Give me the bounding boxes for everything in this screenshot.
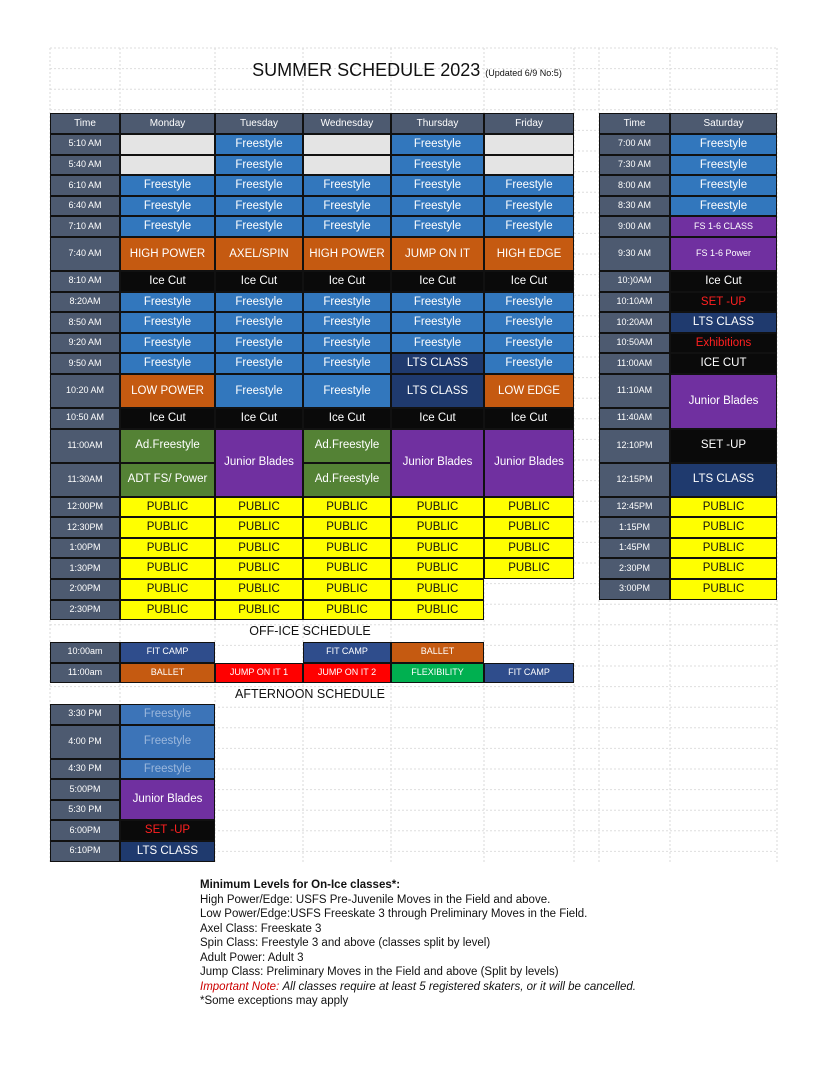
- class-cell-ad-freestyle: Ad.Freestyle: [303, 429, 391, 463]
- saturday-time-cell: 10:10AM: [599, 292, 670, 313]
- class-cell-ice-cut: Ice Cut: [391, 271, 484, 292]
- afternoon-time-cell: 5:30 PM: [50, 800, 120, 821]
- class-cell-freestyle: Freestyle: [215, 155, 303, 176]
- saturday-class-public: PUBLIC: [670, 558, 777, 579]
- class-cell-freestyle: Freestyle: [120, 292, 215, 313]
- class-cell-lts-class: LTS CLASS: [391, 353, 484, 374]
- class-cell-public: PUBLIC: [120, 579, 215, 600]
- saturday-time-cell: 12:45PM: [599, 497, 670, 518]
- saturday-header-time: Time: [599, 113, 670, 134]
- class-cell-freestyle: Freestyle: [484, 292, 574, 313]
- class-cell-jump-on-it: JUMP ON IT: [391, 237, 484, 271]
- time-cell: 1:00PM: [50, 538, 120, 559]
- class-cell-public: PUBLIC: [391, 579, 484, 600]
- saturday-time-cell: 11:00AM: [599, 353, 670, 374]
- class-cell-freestyle: Freestyle: [484, 196, 574, 217]
- class-cell-public: PUBLIC: [120, 517, 215, 538]
- afternoon-class-set-up: SET -UP: [120, 820, 215, 841]
- class-cell-ice-cut: Ice Cut: [303, 271, 391, 292]
- notes-line: Axel Class: Freeskate 3: [200, 922, 322, 935]
- notes-heading: Minimum Levels for On-Ice classes*:: [200, 879, 401, 891]
- class-cell-freestyle: Freestyle: [484, 312, 574, 333]
- class-cell-public: PUBLIC: [215, 517, 303, 538]
- class-cell-empty: [303, 155, 391, 176]
- class-cell-freestyle: Freestyle: [391, 196, 484, 217]
- saturday-time-cell: 9:00 AM: [599, 216, 670, 237]
- saturday-class-freestyle: Freestyle: [670, 196, 777, 217]
- off-ice-class-fit-camp: FIT CAMP: [303, 642, 391, 663]
- time-cell: 7:10 AM: [50, 216, 120, 237]
- saturday-class-lts-class: LTS CLASS: [670, 312, 777, 333]
- saturday-time-cell: 12:10PM: [599, 429, 670, 463]
- class-cell-freestyle: Freestyle: [215, 374, 303, 408]
- saturday-class-freestyle: Freestyle: [670, 134, 777, 155]
- saturday-time-cell: 12:15PM: [599, 463, 670, 497]
- saturday-header-saturday: Saturday: [670, 113, 777, 134]
- class-cell-empty: [484, 134, 574, 155]
- class-cell-public: PUBLIC: [484, 538, 574, 559]
- time-cell: 12:30PM: [50, 517, 120, 538]
- afternoon-class-freestyle: Freestyle: [120, 725, 215, 759]
- saturday-class-public: PUBLIC: [670, 517, 777, 538]
- class-cell-public: PUBLIC: [120, 558, 215, 579]
- class-cell-junior-blades: Junior Blades: [391, 429, 484, 497]
- class-cell-freestyle: Freestyle: [303, 175, 391, 196]
- class-cell-freestyle: Freestyle: [215, 216, 303, 237]
- class-cell-freestyle: Freestyle: [484, 175, 574, 196]
- class-cell-high-power: HIGH POWER: [120, 237, 215, 271]
- afternoon-class-freestyle: Freestyle: [120, 704, 215, 725]
- class-cell-empty: [120, 134, 215, 155]
- weekday-header-thursday: Thursday: [391, 113, 484, 134]
- class-cell-junior-blades: Junior Blades: [215, 429, 303, 497]
- saturday-time-cell: 7:00 AM: [599, 134, 670, 155]
- exceptions-note: *Some exceptions may apply: [200, 995, 349, 1007]
- class-cell-ice-cut: Ice Cut: [120, 271, 215, 292]
- class-cell-freestyle: Freestyle: [215, 312, 303, 333]
- class-cell-public: PUBLIC: [215, 558, 303, 579]
- class-cell-freestyle: Freestyle: [215, 196, 303, 217]
- class-cell-freestyle: Freestyle: [215, 292, 303, 313]
- off-ice-class-fit-camp: FIT CAMP: [120, 642, 215, 663]
- class-cell-freestyle: Freestyle: [391, 292, 484, 313]
- time-cell: 6:40 AM: [50, 196, 120, 217]
- class-cell-freestyle: Freestyle: [120, 333, 215, 354]
- time-cell: 10:20 AM: [50, 374, 120, 408]
- saturday-class-junior-blades: Junior Blades: [670, 374, 777, 429]
- saturday-class-public: PUBLIC: [670, 579, 777, 600]
- class-cell-low-edge: LOW EDGE: [484, 374, 574, 408]
- class-cell-public: PUBLIC: [391, 538, 484, 559]
- class-cell-freestyle: Freestyle: [215, 134, 303, 155]
- class-cell-freestyle: Freestyle: [120, 216, 215, 237]
- saturday-time-cell: 11:10AM: [599, 374, 670, 408]
- saturday-time-cell: 10:50AM: [599, 333, 670, 354]
- class-cell-freestyle: Freestyle: [391, 216, 484, 237]
- saturday-class-public: PUBLIC: [670, 538, 777, 559]
- class-cell-public: PUBLIC: [303, 538, 391, 559]
- class-cell-empty: [484, 155, 574, 176]
- notes-line: Jump Class: Preliminary Moves in the Field and above (Split by levels): [200, 966, 559, 978]
- class-cell-public: PUBLIC: [303, 517, 391, 538]
- page-title: [0, 60, 814, 81]
- saturday-class-fs-1-6-power: FS 1-6 Power: [670, 237, 777, 271]
- afternoon-time-cell: 6:00PM: [50, 820, 120, 841]
- class-cell-freestyle: Freestyle: [391, 155, 484, 176]
- saturday-time-cell: 9:30 AM: [599, 237, 670, 271]
- important-note: [200, 980, 720, 995]
- important-label: Important Note:: [200, 980, 280, 993]
- notes-line: Adult Power: Adult 3: [200, 951, 304, 964]
- off-ice-class-flexibility: FLEXIBILITY: [391, 663, 484, 684]
- class-cell-freestyle: Freestyle: [303, 353, 391, 374]
- class-cell-freestyle: Freestyle: [120, 312, 215, 333]
- time-cell: 12:00PM: [50, 497, 120, 518]
- class-cell-public: PUBLIC: [215, 579, 303, 600]
- class-cell-freestyle: Freestyle: [215, 333, 303, 354]
- class-cell-freestyle: Freestyle: [391, 134, 484, 155]
- class-cell-freestyle: Freestyle: [484, 353, 574, 374]
- class-cell-freestyle: Freestyle: [215, 175, 303, 196]
- time-cell: 5:40 AM: [50, 155, 120, 176]
- notes-section: [200, 878, 720, 1009]
- class-cell-freestyle: Freestyle: [391, 312, 484, 333]
- time-cell: 6:10 AM: [50, 175, 120, 196]
- time-cell: 7:40 AM: [50, 237, 120, 271]
- saturday-time-cell: 2:30PM: [599, 558, 670, 579]
- class-cell-public: PUBLIC: [391, 497, 484, 518]
- notes-line: High Power/Edge: USFS Pre-Juvenile Moves in the Field and above.: [200, 893, 551, 906]
- afternoon-time-cell: 6:10PM: [50, 841, 120, 862]
- class-cell-public: PUBLIC: [303, 558, 391, 579]
- notes-line: Low Power/Edge:USFS Freeskate 3 through Preliminary Moves in the Field.: [200, 908, 588, 920]
- class-cell-public: PUBLIC: [391, 558, 484, 579]
- class-cell-freestyle: Freestyle: [120, 353, 215, 374]
- time-cell: 1:30PM: [50, 558, 120, 579]
- saturday-time-cell: 8:00 AM: [599, 175, 670, 196]
- afternoon-title: AFTERNOON SCHEDULE: [234, 687, 386, 701]
- saturday-time-cell: 1:45PM: [599, 538, 670, 559]
- class-cell-high-power: HIGH POWER: [303, 237, 391, 271]
- notes-line: Spin Class: Freestyle 3 and above (classes split by level): [200, 937, 491, 949]
- class-cell-public: PUBLIC: [391, 600, 484, 621]
- class-cell-public: PUBLIC: [484, 517, 574, 538]
- class-cell-freestyle: Freestyle: [391, 333, 484, 354]
- class-cell-public: PUBLIC: [303, 579, 391, 600]
- class-cell-junior-blades: Junior Blades: [484, 429, 574, 497]
- saturday-time-cell: 7:30 AM: [599, 155, 670, 176]
- time-cell: 5:10 AM: [50, 134, 120, 155]
- class-cell-freestyle: Freestyle: [484, 216, 574, 237]
- saturday-class-public: PUBLIC: [670, 497, 777, 518]
- class-cell-freestyle: Freestyle: [391, 175, 484, 196]
- class-cell-freestyle: Freestyle: [303, 292, 391, 313]
- off-ice-time-cell: 11:00am: [50, 663, 120, 684]
- class-cell-empty: [120, 155, 215, 176]
- saturday-time-cell: 8:30 AM: [599, 196, 670, 217]
- saturday-class-ice-cut: ICE CUT: [670, 353, 777, 374]
- class-cell-public: PUBLIC: [215, 497, 303, 518]
- saturday-class-ice-cut: Ice Cut: [670, 271, 777, 292]
- class-cell-ice-cut: Ice Cut: [484, 271, 574, 292]
- off-ice-class-fit-camp: FIT CAMP: [484, 663, 574, 684]
- time-cell: 8:20AM: [50, 292, 120, 313]
- afternoon-time-cell: 4:00 PM: [50, 725, 120, 759]
- weekday-header-tuesday: Tuesday: [215, 113, 303, 134]
- afternoon-class-freestyle: Freestyle: [120, 759, 215, 780]
- schedule-update-note: (Updated 6/9 No:5): [485, 68, 562, 78]
- time-cell: 11:00AM: [50, 429, 120, 463]
- class-cell-public: PUBLIC: [120, 497, 215, 518]
- class-cell-freestyle: Freestyle: [120, 196, 215, 217]
- class-cell-freestyle: Freestyle: [303, 374, 391, 408]
- class-cell-public: PUBLIC: [303, 600, 391, 621]
- saturday-time-cell: 10:)0AM: [599, 271, 670, 292]
- class-cell-axel-spin: AXEL/SPIN: [215, 237, 303, 271]
- class-cell-high-edge: HIGH EDGE: [484, 237, 574, 271]
- time-cell: 8:50 AM: [50, 312, 120, 333]
- time-cell: 9:20 AM: [50, 333, 120, 354]
- class-cell-low-power: LOW POWER: [120, 374, 215, 408]
- saturday-time-cell: 11:40AM: [599, 408, 670, 429]
- schedule-title: SUMMER SCHEDULE 2023: [252, 60, 481, 80]
- saturday-class-set-up: SET -UP: [670, 429, 777, 463]
- off-ice-title: OFF-ICE SCHEDULE: [249, 624, 371, 638]
- class-cell-ice-cut: Ice Cut: [303, 408, 391, 429]
- off-ice-class-ballet: BALLET: [391, 642, 484, 663]
- class-cell-adt-fs-power: ADT FS/ Power: [120, 463, 215, 497]
- class-cell-public: PUBLIC: [215, 600, 303, 621]
- class-cell-freestyle: Freestyle: [303, 333, 391, 354]
- afternoon-class-junior-blades: Junior Blades: [120, 779, 215, 820]
- saturday-class-lts-class: LTS CLASS: [670, 463, 777, 497]
- off-ice-class-jump-on-it-2: JUMP ON IT 2: [303, 663, 391, 684]
- weekday-header-time: Time: [50, 113, 120, 134]
- class-cell-freestyle: Freestyle: [484, 333, 574, 354]
- class-cell-ad-freestyle: Ad.Freestyle: [303, 463, 391, 497]
- off-ice-class-jump-on-it-1: JUMP ON IT 1: [215, 663, 303, 684]
- class-cell-freestyle: Freestyle: [120, 175, 215, 196]
- class-cell-ice-cut: Ice Cut: [215, 271, 303, 292]
- afternoon-time-cell: 5:00PM: [50, 779, 120, 800]
- class-cell-ice-cut: Ice Cut: [484, 408, 574, 429]
- saturday-time-cell: 1:15PM: [599, 517, 670, 538]
- class-cell-public: PUBLIC: [391, 517, 484, 538]
- weekday-header-friday: Friday: [484, 113, 574, 134]
- saturday-time-cell: 3:00PM: [599, 579, 670, 600]
- time-cell: 8:10 AM: [50, 271, 120, 292]
- afternoon-class-lts-class: LTS CLASS: [120, 841, 215, 862]
- saturday-time-cell: 10:20AM: [599, 312, 670, 333]
- time-cell: 9:50 AM: [50, 353, 120, 374]
- saturday-class-fs-1-6-class: FS 1-6 CLASS: [670, 216, 777, 237]
- class-cell-freestyle: Freestyle: [303, 216, 391, 237]
- saturday-class-freestyle: Freestyle: [670, 175, 777, 196]
- class-cell-public: PUBLIC: [120, 538, 215, 559]
- saturday-class-set-up: SET -UP: [670, 292, 777, 313]
- class-cell-public: PUBLIC: [215, 538, 303, 559]
- off-ice-class-ballet: BALLET: [120, 663, 215, 684]
- important-text: All classes require at least 5 registered skaters, or it will be cancelled.: [282, 980, 636, 993]
- class-cell-freestyle: Freestyle: [303, 196, 391, 217]
- weekday-header-monday: Monday: [120, 113, 215, 134]
- off-ice-time-cell: 10:00am: [50, 642, 120, 663]
- class-cell-freestyle: Freestyle: [303, 312, 391, 333]
- time-cell: 10:50 AM: [50, 408, 120, 429]
- class-cell-lts-class: LTS CLASS: [391, 374, 484, 408]
- class-cell-public: PUBLIC: [484, 558, 574, 579]
- class-cell-ice-cut: Ice Cut: [391, 408, 484, 429]
- class-cell-freestyle: Freestyle: [215, 353, 303, 374]
- afternoon-time-cell: 4:30 PM: [50, 759, 120, 780]
- class-cell-public: PUBLIC: [484, 497, 574, 518]
- time-cell: 2:00PM: [50, 579, 120, 600]
- class-cell-empty: [303, 134, 391, 155]
- time-cell: 2:30PM: [50, 600, 120, 621]
- weekday-header-wednesday: Wednesday: [303, 113, 391, 134]
- saturday-class-freestyle: Freestyle: [670, 155, 777, 176]
- class-cell-ice-cut: Ice Cut: [120, 408, 215, 429]
- class-cell-ad-freestyle: Ad.Freestyle: [120, 429, 215, 463]
- class-cell-ice-cut: Ice Cut: [215, 408, 303, 429]
- time-cell: 11:30AM: [50, 463, 120, 497]
- class-cell-public: PUBLIC: [120, 600, 215, 621]
- saturday-class-exhibitions: Exhibitions: [670, 333, 777, 354]
- afternoon-time-cell: 3:30 PM: [50, 704, 120, 725]
- class-cell-public: PUBLIC: [303, 497, 391, 518]
